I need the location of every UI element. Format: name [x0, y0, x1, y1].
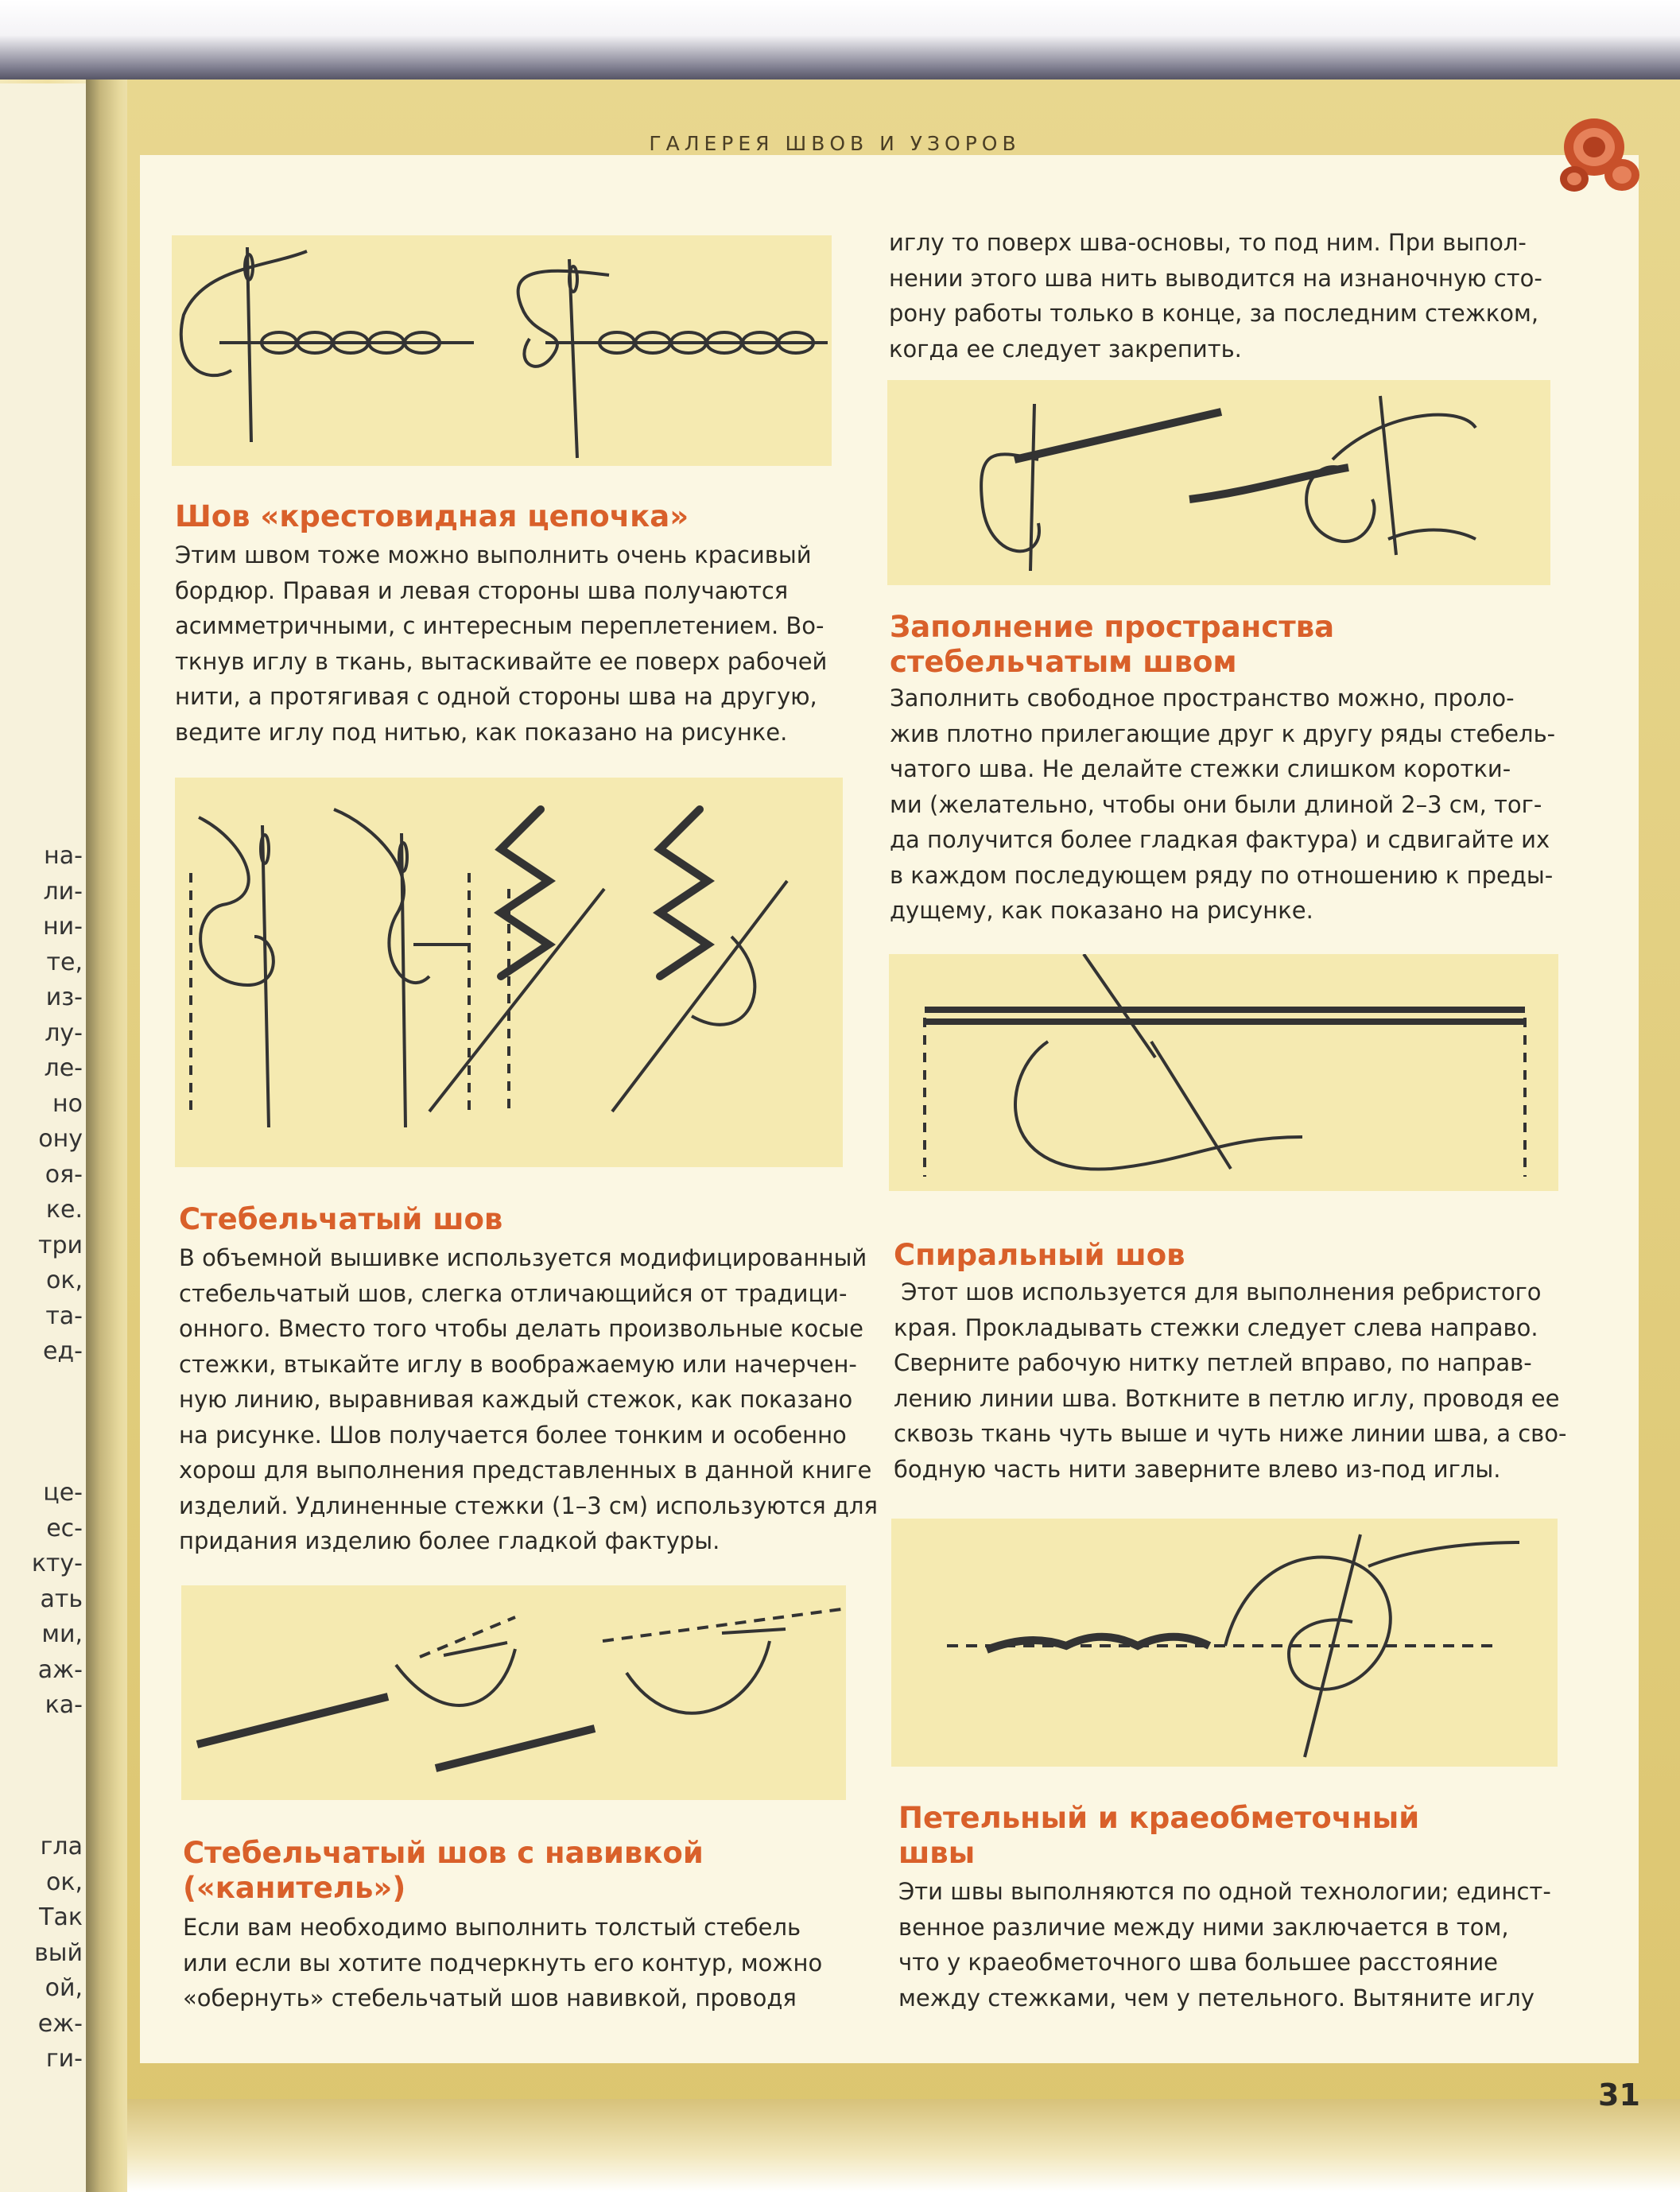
figure-spiral-stitch — [891, 1519, 1558, 1767]
heading-fill-stem-line1: Заполнение пространства — [890, 610, 1335, 644]
left-page-text-fragments: на- ли- ни- те, из- лу- ле- но ону оя- ке. три ок, та- ед- це- ес- кту- ать ми, аж- ка- гла ок, Так вый ой, еж- ги- — [31, 842, 83, 2073]
text-cross-chain: Этим швом тоже можно выполнить очень красивый бордюр. Правая и левая стороны шва получаются асимметричными, с интересным переплетением. Во- ткнув иглу в ткань, вытаскивайте ее поверх рабочей нити, а протягивая с одной стороны шва на другую, ведите иглу под нитью, как показано на рисунке. — [175, 541, 828, 746]
fill-stem-illustration — [889, 954, 1558, 1191]
book-gutter — [86, 80, 134, 2192]
text-buttonhole: Эти швы выполняются по одной технологии; единст- венное различие между ними заключается в том, что у краеобметочного шва большее расстояние между стежками, чем у петельного. Вытяните иглу — [898, 1878, 1551, 2012]
heading-fill-stem-line2: стебельчатым швом — [890, 645, 1237, 679]
heading-stem-stitch: Стебельчатый шов — [179, 1202, 503, 1236]
heading-buttonhole-line1: Петельный и краеобметочный — [898, 1801, 1420, 1835]
cross-chain-illustration — [172, 235, 832, 466]
text-continuation: иглу то поверх шва-основы, то под ним. При выпол- нении этого шва нить выводится на изнаночную сто- рону работы только в конце, за последним стежком, когда ее следует закрепить. — [889, 229, 1542, 363]
rose-ornament-icon — [1550, 99, 1646, 203]
heading-buttonhole-line2: швы — [898, 1836, 976, 1870]
figure-stem-stitch — [175, 778, 843, 1167]
scan-top-shadow — [0, 0, 1680, 87]
heading-cross-chain: Шов «крестовидная цепочка» — [175, 499, 689, 533]
figure-fill-stem-stitch — [889, 954, 1558, 1191]
page-bottom-band — [127, 2099, 1680, 2192]
stem-stitch-illustration — [175, 778, 843, 1167]
page-number: 31 — [1598, 2078, 1640, 2112]
whipped-running-illustration — [887, 380, 1550, 585]
text-whipped-stem: Если вам необходимо выполнить толстый стебель или если вы хотите подчеркнуть его контур, можно «обернуть» стебельчатый шов навивкой, проводя — [183, 1914, 823, 2012]
figure-whipped-running-stitch — [887, 380, 1550, 585]
heading-spiral-stitch: Спиральный шов — [894, 1238, 1185, 1272]
heading-whipped-stem-line1: Стебельчатый шов с навивкой — [183, 1836, 704, 1870]
text-spiral-stitch: Этот шов используется для выполнения ребристого края. Прокладывать стежки следует слева направо. Сверните рабочую нитку петлей вправо, по направ- лению линии шва. Воткните в петлю иглу, проводя ее сквозь ткань чуть выше и чуть ниже линии шва, а сво- бодную часть нити заверните влево из-под иглы. — [894, 1278, 1567, 1483]
spiral-stitch-illustration — [891, 1519, 1558, 1767]
left-page-edge — [0, 83, 86, 2192]
figure-cross-chain-stitch — [172, 235, 832, 466]
heading-whipped-stem-line2: («канитель») — [183, 1871, 406, 1905]
whipped-stem-illustration — [181, 1585, 846, 1800]
running-header: ГАЛЕРЕЯ ШВОВ И УЗОРОВ — [649, 132, 1021, 155]
text-stem-stitch: В объемной вышивке используется модифицированный стебельчатый шов, слегка отличающийся от традици- онного. Вместо того чтобы делать произвольные косые стежки, втыкайте иглу в воображаемую или начерчен- ную линию, выравнивая каждый стежок, как показано на рисунке. Шов получается более тонким и особенно хорош для выполнения представленных в данной книге изделий. Удлиненные стежки (1–3 см) используются для придания изделию более гладкой фактуры. — [179, 1244, 878, 1554]
text-fill-stem: Заполнить свободное пространство можно, проло- жив плотно прилегающие друг к другу ряды стебель- чатого шва. Не делайте стежки слишком коротки- ми (желательно, чтобы они были длиной 2–3 см, тог- да получится более гладкая фактура) и сдвигайте их в каждом последующем ряду по отношению к преды- дущему, как показано на рисунке. — [890, 685, 1556, 924]
figure-whipped-stem-stitch — [181, 1585, 846, 1800]
